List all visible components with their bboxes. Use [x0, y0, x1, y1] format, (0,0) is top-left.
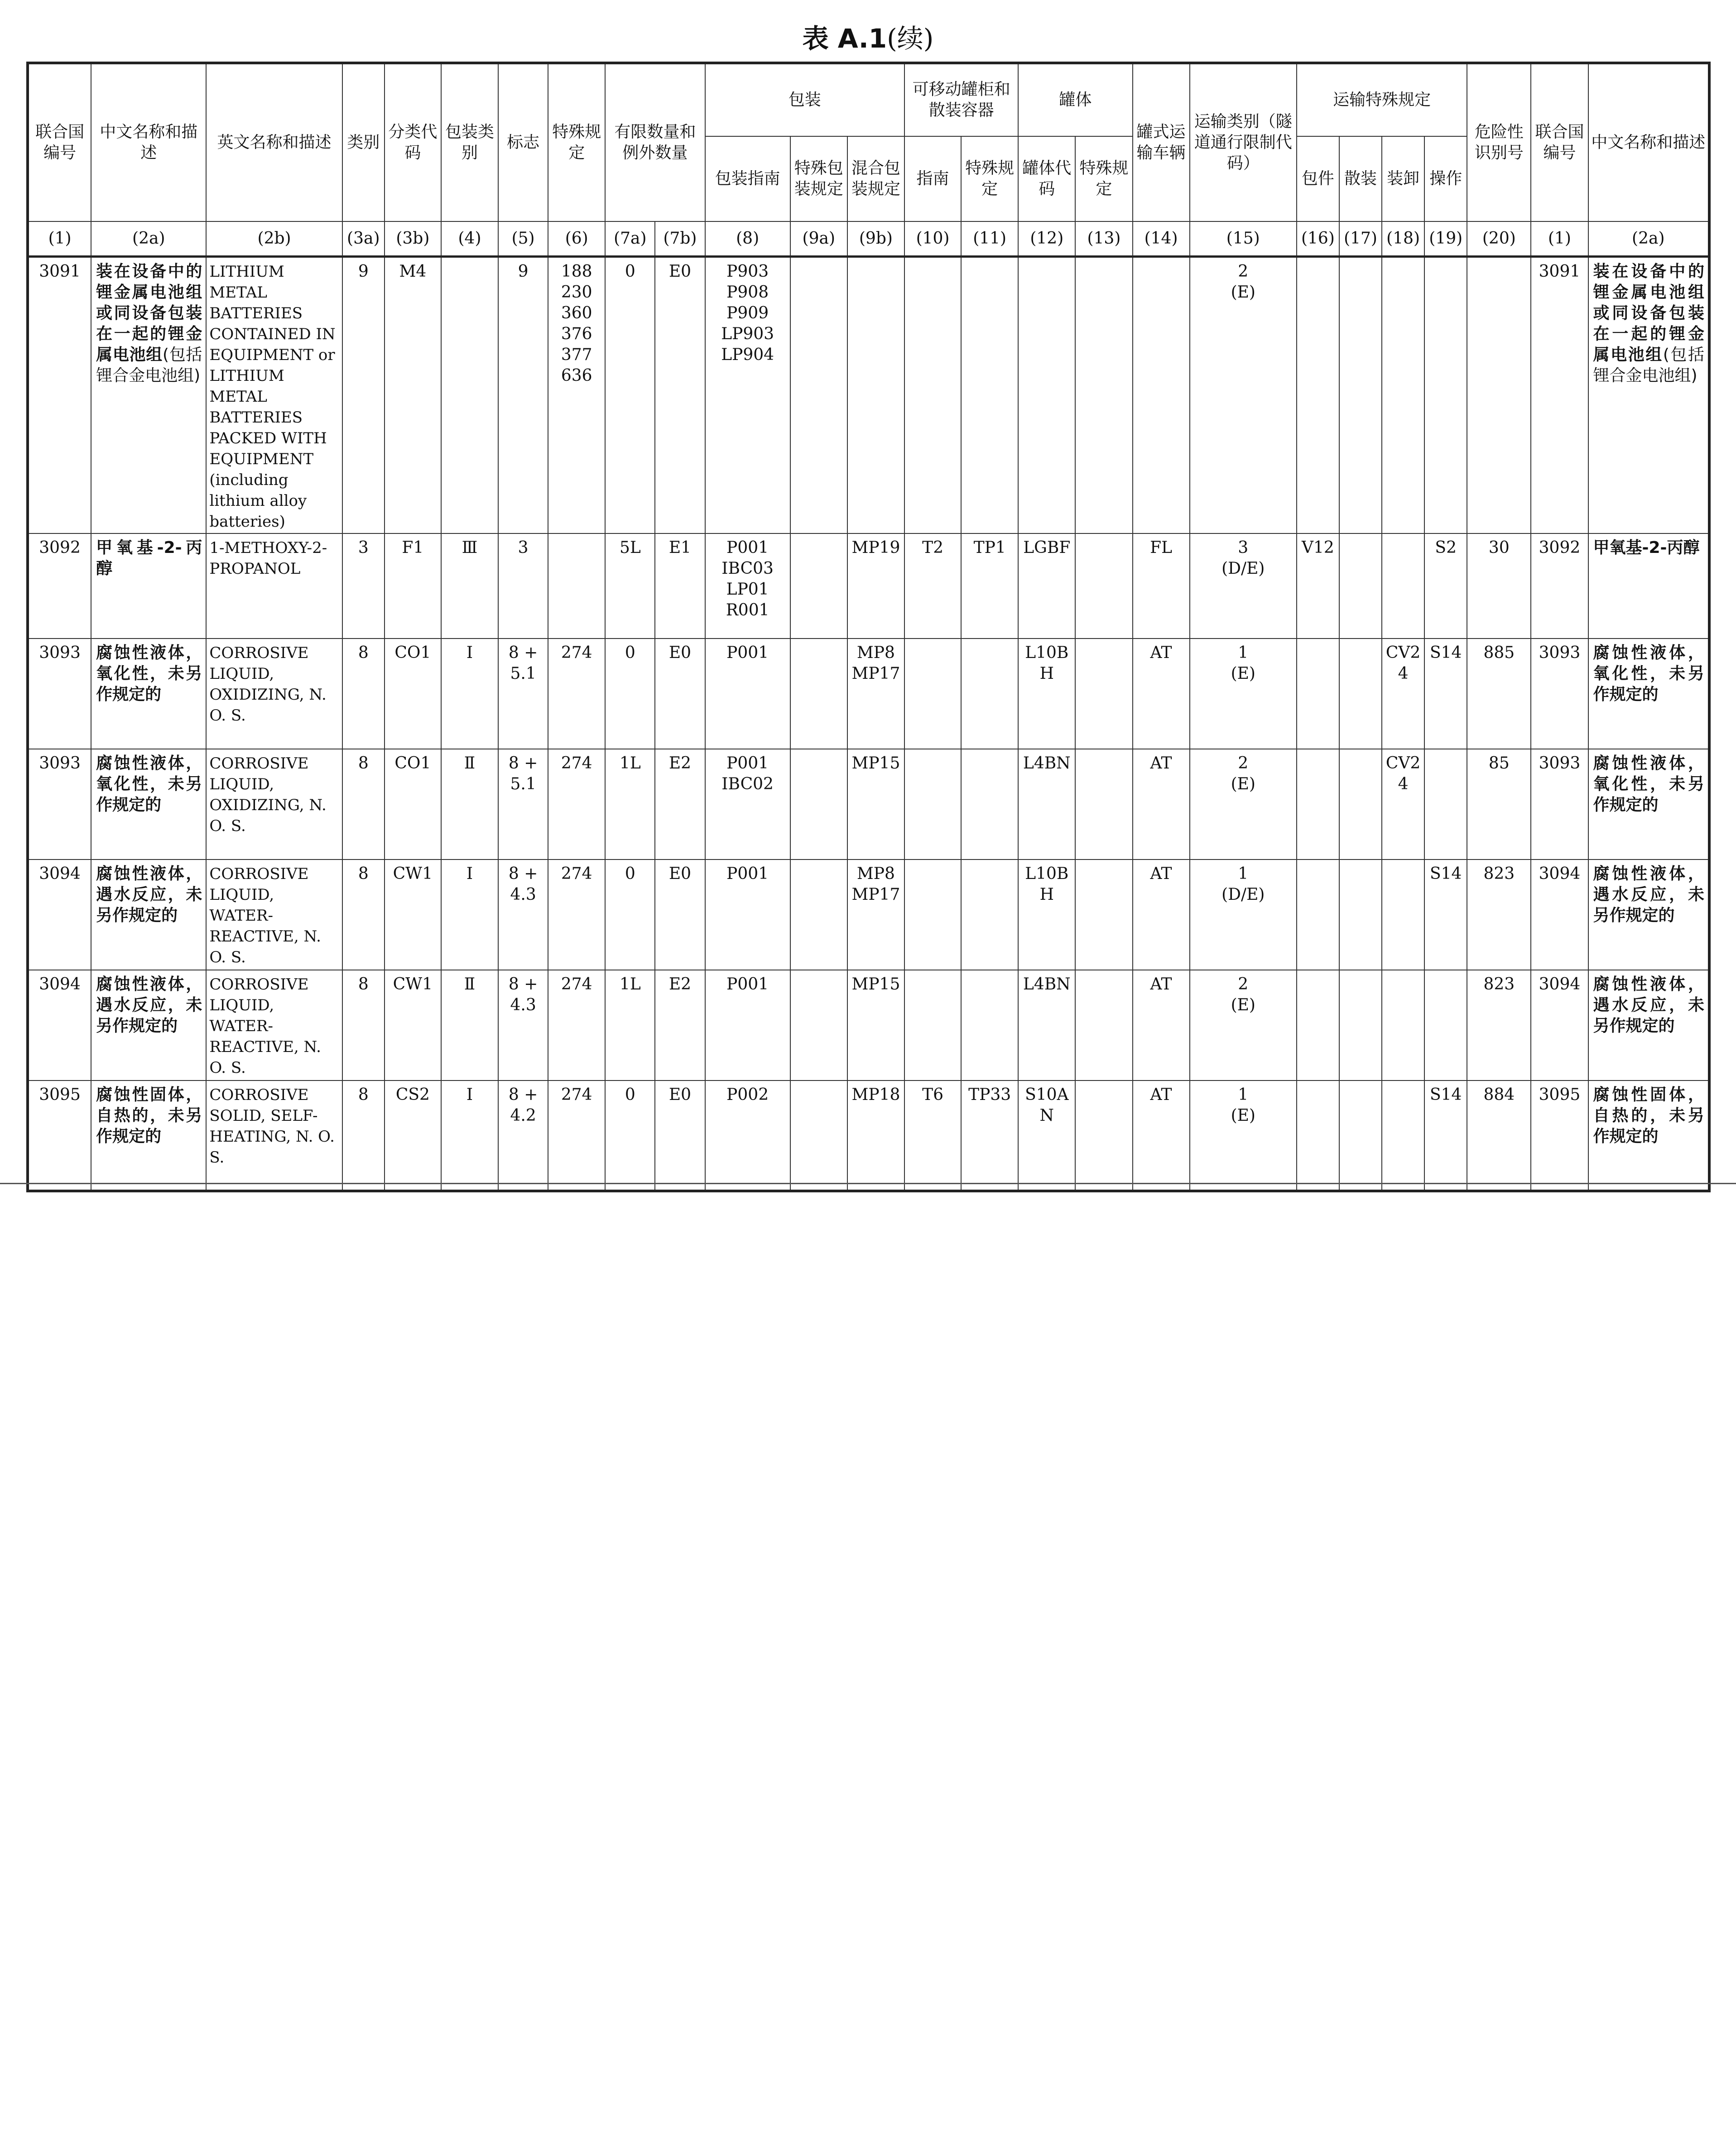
- cell-special-packing: [790, 639, 847, 749]
- header-portable-tanks: 可移动罐柜和散装容器: [904, 63, 1018, 136]
- header-packaging: 包装: [705, 63, 904, 136]
- header-packages: 包件: [1297, 136, 1339, 221]
- cell-special-packages: [1297, 749, 1339, 860]
- cell-portable-tank-guide: T6: [904, 1080, 961, 1191]
- cell-special-packages: [1297, 970, 1339, 1080]
- cell-mixed-packing: MP8 MP17: [847, 639, 904, 749]
- cell-english-name: CORROSIVE LIQUID, OXIDIZING, N. O. S.: [206, 749, 342, 860]
- col-number: (11): [961, 221, 1018, 257]
- page-divider: [0, 1183, 1736, 1184]
- cell-special-provisions: 274: [548, 749, 605, 860]
- cell-special-bulk: [1339, 970, 1382, 1080]
- cell-special-packing: [790, 860, 847, 970]
- cell-chinese-text: 腐蚀性液体，遇水反应，未另作规定的: [1593, 975, 1704, 1035]
- cell-special-loading: [1382, 860, 1424, 970]
- cell-special-bulk: [1339, 257, 1382, 534]
- col-number: (17): [1339, 221, 1382, 257]
- cell-english-name: CORROSIVE LIQUID, WATER-REACTIVE, N. O. S.: [206, 970, 342, 1080]
- cell-special-loading: [1382, 1080, 1424, 1191]
- cell-transport-category: 1 (E): [1190, 1080, 1297, 1191]
- cell-tank-special: [1075, 970, 1132, 1080]
- cell-transport-category: 2 (E): [1190, 970, 1297, 1080]
- cell-mixed-packing: [847, 257, 904, 534]
- cell-chinese-name-repeat: [1588, 860, 1709, 970]
- cell-excepted-quantity: E2: [655, 749, 705, 860]
- header-tank-code: 罐体代码: [1018, 136, 1075, 221]
- cell-un-number: 3093: [28, 749, 91, 860]
- col-number: (9a): [790, 221, 847, 257]
- table-row: [28, 533, 1709, 639]
- cell-un-number: 3093: [28, 639, 91, 749]
- cell-special-provisions: 274: [548, 860, 605, 970]
- table-body: [28, 257, 1709, 1191]
- cell-excepted-quantity: E2: [655, 970, 705, 1080]
- cell-special-bulk: [1339, 533, 1382, 639]
- cell-packing-group: [441, 257, 498, 534]
- header-chinese-name-repeat: 中文名称和描述: [1588, 63, 1709, 221]
- cell-chinese-name-repeat: [1588, 533, 1709, 639]
- cell-special-loading: [1382, 257, 1424, 534]
- cell-label: 9: [498, 257, 548, 534]
- cell-packing-instructions: P001: [705, 970, 790, 1080]
- cell-limited-quantity: 0: [605, 639, 655, 749]
- cell-portable-tank-guide: [904, 257, 961, 534]
- col-number: (14): [1133, 221, 1190, 257]
- cell-excepted-quantity: E0: [655, 639, 705, 749]
- cell-limited-quantity: 0: [605, 860, 655, 970]
- cell-tank-vehicle: AT: [1133, 749, 1190, 860]
- cell-packing-instructions: P903 P908 P909 LP903 LP904: [705, 257, 790, 534]
- cell-chinese-text: 腐蚀性液体，氧化性，未另作规定的: [1593, 754, 1704, 814]
- cell-portable-tank-special: TP1: [961, 533, 1018, 639]
- cell-special-packing: [790, 749, 847, 860]
- cell-english-name: 1-METHOXY-2-PROPANOL: [206, 533, 342, 639]
- cell-special-operation: S14: [1424, 1080, 1467, 1191]
- col-number: (1): [1531, 221, 1588, 257]
- cell-portable-tank-guide: [904, 639, 961, 749]
- cell-packing-group: Ⅱ: [441, 749, 498, 860]
- cell-tank-vehicle: AT: [1133, 970, 1190, 1080]
- col-number: (3a): [342, 221, 385, 257]
- cell-tank-special: [1075, 860, 1132, 970]
- header-special-provisions: 特殊规定: [548, 63, 605, 221]
- cell-transport-category: 1 (E): [1190, 639, 1297, 749]
- table-row: [28, 639, 1709, 749]
- cell-chinese-text: 腐蚀性固体，自热的，未另作规定的: [96, 1085, 202, 1146]
- cell-class: 8: [342, 970, 385, 1080]
- cell-un-number-repeat: 3094: [1531, 970, 1588, 1080]
- cell-special-loading: [1382, 970, 1424, 1080]
- cell-packing-instructions: P001 IBC02: [705, 749, 790, 860]
- cell-special-packages: [1297, 257, 1339, 534]
- cell-hazard-id: 823: [1467, 860, 1531, 970]
- cell-limited-quantity: 1L: [605, 749, 655, 860]
- cell-tank-code: LGBF: [1018, 533, 1075, 639]
- cell-special-operation: [1424, 749, 1467, 860]
- header-chinese-name: 中文名称和描述: [91, 63, 206, 221]
- cell-hazard-id: 85: [1467, 749, 1531, 860]
- cell-special-bulk: [1339, 860, 1382, 970]
- col-number: (16): [1297, 221, 1339, 257]
- cell-limited-quantity: 5L: [605, 533, 655, 639]
- col-number: (6): [548, 221, 605, 257]
- col-number: (1): [28, 221, 91, 257]
- cell-un-number: 3094: [28, 860, 91, 970]
- cell-chinese-name-repeat: [1588, 257, 1709, 534]
- cell-special-operation: [1424, 970, 1467, 1080]
- cell-chinese-text: 甲氧基-2-丙醇: [1593, 538, 1700, 557]
- cell-tank-special: [1075, 749, 1132, 860]
- cell-excepted-quantity: E0: [655, 860, 705, 970]
- col-number: (3b): [385, 221, 441, 257]
- cell-classification-code: CW1: [385, 970, 441, 1080]
- cell-label: 3: [498, 533, 548, 639]
- cell-special-loading: CV24: [1382, 639, 1424, 749]
- col-number: (8): [705, 221, 790, 257]
- cell-chinese-text: 腐蚀性液体，氧化性，未另作规定的: [96, 754, 202, 814]
- cell-special-loading: CV24: [1382, 749, 1424, 860]
- cell-packing-group: Ⅱ: [441, 970, 498, 1080]
- header-transport-category: 运输类别（隧道通行限制代码）: [1190, 63, 1297, 221]
- cell-tank-special: [1075, 1080, 1132, 1191]
- header-class: 类别: [342, 63, 385, 221]
- cell-packing-instructions: P002: [705, 1080, 790, 1191]
- cell-packing-instructions: P001: [705, 639, 790, 749]
- cell-chinese-text: 腐蚀性液体，氧化性，未另作规定的: [1593, 643, 1704, 704]
- cell-class: 8: [342, 639, 385, 749]
- cell-chinese-text: 腐蚀性液体，遇水反应，未另作规定的: [96, 975, 202, 1035]
- cell-portable-tank-guide: [904, 860, 961, 970]
- cell-hazard-id: 885: [1467, 639, 1531, 749]
- cell-tank-code: L10BH: [1018, 639, 1075, 749]
- col-number: (15): [1190, 221, 1297, 257]
- cell-special-loading: [1382, 533, 1424, 639]
- cell-special-packing: [790, 1080, 847, 1191]
- cell-special-provisions: [548, 533, 605, 639]
- cell-un-number-repeat: 3093: [1531, 639, 1588, 749]
- cell-transport-category: 2 (E): [1190, 257, 1297, 534]
- cell-english-name: CORROSIVE LIQUID, OXIDIZING, N. O. S.: [206, 639, 342, 749]
- cell-chinese-text: 腐蚀性液体，遇水反应，未另作规定的: [96, 864, 202, 925]
- cell-chinese-text: 装在设备中的锂金属电池组或同设备包装在一起的锂金属电池组: [96, 262, 202, 364]
- cell-label: 8 + 5.1: [498, 749, 548, 860]
- cell-chinese-text: 腐蚀性固体，自热的，未另作规定的: [1593, 1085, 1704, 1146]
- cell-excepted-quantity: E0: [655, 257, 705, 534]
- header-packing-instructions: 包装指南: [705, 136, 790, 221]
- cell-mixed-packing: MP15: [847, 749, 904, 860]
- cell-english-name: CORROSIVE LIQUID, WATER-REACTIVE, N. O. S.: [206, 860, 342, 970]
- cell-special-provisions: 274: [548, 1080, 605, 1191]
- col-number: (7b): [655, 221, 705, 257]
- cell-special-packages: [1297, 1080, 1339, 1191]
- cell-special-provisions: 188 230 360 376 377 636: [548, 257, 605, 534]
- header-portable-guide: 指南: [904, 136, 961, 221]
- cell-chinese-note: (包括锂合金电池组): [96, 346, 202, 385]
- cell-mixed-packing: MP18: [847, 1080, 904, 1191]
- cell-portable-tank-special: [961, 639, 1018, 749]
- col-number: (5): [498, 221, 548, 257]
- cell-tank-code: L4BN: [1018, 970, 1075, 1080]
- cell-portable-tank-guide: [904, 749, 961, 860]
- cell-mixed-packing: MP19: [847, 533, 904, 639]
- header-un-number: 联合国编号: [28, 63, 91, 221]
- cell-label: 8 + 5.1: [498, 639, 548, 749]
- cell-special-operation: S14: [1424, 860, 1467, 970]
- table-row: [28, 970, 1709, 1080]
- cell-classification-code: CO1: [385, 749, 441, 860]
- cell-chinese-name: [91, 533, 206, 639]
- cell-label: 8 + 4.3: [498, 860, 548, 970]
- cell-english-name: LITHIUM METAL BATTERIES CONTAINED IN EQUIPMENT or LITHIUM METAL BATTERIES PACKED WITH EQUIPMENT (including lithium alloy batteries): [206, 257, 342, 534]
- dangerous-goods-table: [26, 62, 1711, 1192]
- cell-class: 8: [342, 749, 385, 860]
- cell-special-packages: [1297, 860, 1339, 970]
- col-number: (20): [1467, 221, 1531, 257]
- col-number: (12): [1018, 221, 1075, 257]
- cell-limited-quantity: 1L: [605, 970, 655, 1080]
- col-number: (13): [1075, 221, 1132, 257]
- cell-un-number-repeat: 3093: [1531, 749, 1588, 860]
- cell-special-operation: [1424, 257, 1467, 534]
- col-number: (7a): [605, 221, 655, 257]
- cell-un-number-repeat: 3092: [1531, 533, 1588, 639]
- cell-transport-category: 2 (E): [1190, 749, 1297, 860]
- cell-hazard-id: 30: [1467, 533, 1531, 639]
- header-special-packing: 特殊包装规定: [790, 136, 847, 221]
- cell-tank-code: L4BN: [1018, 749, 1075, 860]
- cell-class: 9: [342, 257, 385, 534]
- cell-transport-category: 3 (D/E): [1190, 533, 1297, 639]
- cell-special-provisions: 274: [548, 970, 605, 1080]
- col-number: (18): [1382, 221, 1424, 257]
- cell-label: 8 + 4.3: [498, 970, 548, 1080]
- header-bulk: 散装: [1339, 136, 1382, 221]
- table-title: [0, 17, 1736, 55]
- header-tank: 罐体: [1018, 63, 1132, 136]
- cell-portable-tank-special: [961, 970, 1018, 1080]
- cell-classification-code: CS2: [385, 1080, 441, 1191]
- header-tank-special: 特殊规定: [1075, 136, 1132, 221]
- cell-portable-tank-special: [961, 860, 1018, 970]
- cell-tank-special: [1075, 257, 1132, 534]
- cell-special-packing: [790, 970, 847, 1080]
- header-limited-quantities: 有限数量和例外数量: [605, 63, 705, 221]
- table-row: [28, 257, 1709, 534]
- cell-tank-vehicle: [1133, 257, 1190, 534]
- header-operation: 操作: [1424, 136, 1467, 221]
- header-mixed-packing: 混合包装规定: [847, 136, 904, 221]
- cell-tank-vehicle: FL: [1133, 533, 1190, 639]
- cell-chinese-text: 甲氧基-2-丙醇: [96, 538, 202, 578]
- cell-classification-code: CO1: [385, 639, 441, 749]
- col-number: (9b): [847, 221, 904, 257]
- header-english-name: 英文名称和描述: [206, 63, 342, 221]
- cell-special-bulk: [1339, 1080, 1382, 1191]
- cell-classification-code: CW1: [385, 860, 441, 970]
- cell-chinese-name-repeat: [1588, 970, 1709, 1080]
- cell-mixed-packing: MP8 MP17: [847, 860, 904, 970]
- col-number: (4): [441, 221, 498, 257]
- cell-chinese-name: [91, 749, 206, 860]
- cell-un-number: 3094: [28, 970, 91, 1080]
- cell-portable-tank-guide: [904, 970, 961, 1080]
- cell-special-provisions: 274: [548, 639, 605, 749]
- cell-un-number-repeat: 3094: [1531, 860, 1588, 970]
- cell-tank-code: S10AN: [1018, 1080, 1075, 1191]
- cell-hazard-id: 884: [1467, 1080, 1531, 1191]
- cell-portable-tank-special: TP33: [961, 1080, 1018, 1191]
- cell-limited-quantity: 0: [605, 257, 655, 534]
- cell-chinese-name-repeat: [1588, 1080, 1709, 1191]
- cell-transport-category: 1 (D/E): [1190, 860, 1297, 970]
- cell-chinese-name: [91, 639, 206, 749]
- cell-hazard-id: 823: [1467, 970, 1531, 1080]
- cell-english-name: CORROSIVE SOLID, SELF-HEATING, N. O. S.: [206, 1080, 342, 1191]
- cell-special-bulk: [1339, 749, 1382, 860]
- header-portable-special: 特殊规定: [961, 136, 1018, 221]
- cell-packing-group: Ⅲ: [441, 533, 498, 639]
- cell-limited-quantity: 0: [605, 1080, 655, 1191]
- col-number: (10): [904, 221, 961, 257]
- cell-tank-vehicle: AT: [1133, 1080, 1190, 1191]
- cell-un-number-repeat: 3095: [1531, 1080, 1588, 1191]
- cell-chinese-name: [91, 970, 206, 1080]
- cell-chinese-text: 腐蚀性液体，遇水反应，未另作规定的: [1593, 864, 1704, 925]
- col-number: (2b): [206, 221, 342, 257]
- cell-packing-group: Ⅰ: [441, 1080, 498, 1191]
- cell-un-number: 3092: [28, 533, 91, 639]
- cell-special-packing: [790, 257, 847, 534]
- cell-classification-code: F1: [385, 533, 441, 639]
- cell-class: 8: [342, 860, 385, 970]
- cell-tank-special: [1075, 533, 1132, 639]
- table-row: [28, 1080, 1709, 1191]
- table-row: [28, 860, 1709, 970]
- cell-classification-code: M4: [385, 257, 441, 534]
- cell-tank-code: [1018, 257, 1075, 534]
- cell-class: 8: [342, 1080, 385, 1191]
- cell-excepted-quantity: E1: [655, 533, 705, 639]
- cell-special-operation: S2: [1424, 533, 1467, 639]
- cell-chinese-name: [91, 860, 206, 970]
- cell-chinese-name-repeat: [1588, 749, 1709, 860]
- cell-chinese-text: 装在设备中的锂金属电池组或同设备包装在一起的锂金属电池组: [1593, 262, 1704, 364]
- header-tank-vehicle: 罐式运输车辆: [1133, 63, 1190, 221]
- header-hazard-id: 危险性识别号: [1467, 63, 1531, 221]
- col-number: (19): [1424, 221, 1467, 257]
- cell-chinese-note: (包括锂合金电池组): [1593, 346, 1704, 385]
- col-number: (2a): [91, 221, 206, 257]
- cell-special-packing: [790, 533, 847, 639]
- cell-mixed-packing: MP15: [847, 970, 904, 1080]
- cell-packing-instructions: P001: [705, 860, 790, 970]
- cell-un-number: 3091: [28, 257, 91, 534]
- cell-chinese-name: [91, 257, 206, 534]
- cell-portable-tank-special: [961, 257, 1018, 534]
- cell-tank-vehicle: AT: [1133, 639, 1190, 749]
- cell-special-packages: [1297, 639, 1339, 749]
- cell-special-packages: V12: [1297, 533, 1339, 639]
- header-un-number-repeat: 联合国编号: [1531, 63, 1588, 221]
- header-label: 标志: [498, 63, 548, 221]
- table-row: [28, 749, 1709, 860]
- header-loading: 装卸: [1382, 136, 1424, 221]
- cell-un-number-repeat: 3091: [1531, 257, 1588, 534]
- table-title-suffix: (续): [887, 23, 934, 54]
- cell-packing-group: Ⅰ: [441, 639, 498, 749]
- cell-label: 8 + 4.2: [498, 1080, 548, 1191]
- cell-tank-code: L10BH: [1018, 860, 1075, 970]
- header-packing-group: 包装类别: [441, 63, 498, 221]
- cell-packing-instructions: P001 IBC03 LP01 R001: [705, 533, 790, 639]
- col-number: (2a): [1588, 221, 1709, 257]
- cell-chinese-text: 腐蚀性液体，氧化性，未另作规定的: [96, 643, 202, 704]
- cell-tank-special: [1075, 639, 1132, 749]
- cell-un-number: 3095: [28, 1080, 91, 1191]
- cell-packing-group: Ⅰ: [441, 860, 498, 970]
- cell-tank-vehicle: AT: [1133, 860, 1190, 970]
- table-title-main: 表 A.1: [802, 23, 887, 54]
- cell-chinese-name-repeat: [1588, 639, 1709, 749]
- cell-special-operation: S14: [1424, 639, 1467, 749]
- cell-excepted-quantity: E0: [655, 1080, 705, 1191]
- cell-special-bulk: [1339, 639, 1382, 749]
- cell-portable-tank-guide: T2: [904, 533, 961, 639]
- cell-portable-tank-special: [961, 749, 1018, 860]
- header-special-transport: 运输特殊规定: [1297, 63, 1467, 136]
- cell-class: 3: [342, 533, 385, 639]
- cell-hazard-id: [1467, 257, 1531, 534]
- cell-chinese-name: [91, 1080, 206, 1191]
- header-classification-code: 分类代码: [385, 63, 441, 221]
